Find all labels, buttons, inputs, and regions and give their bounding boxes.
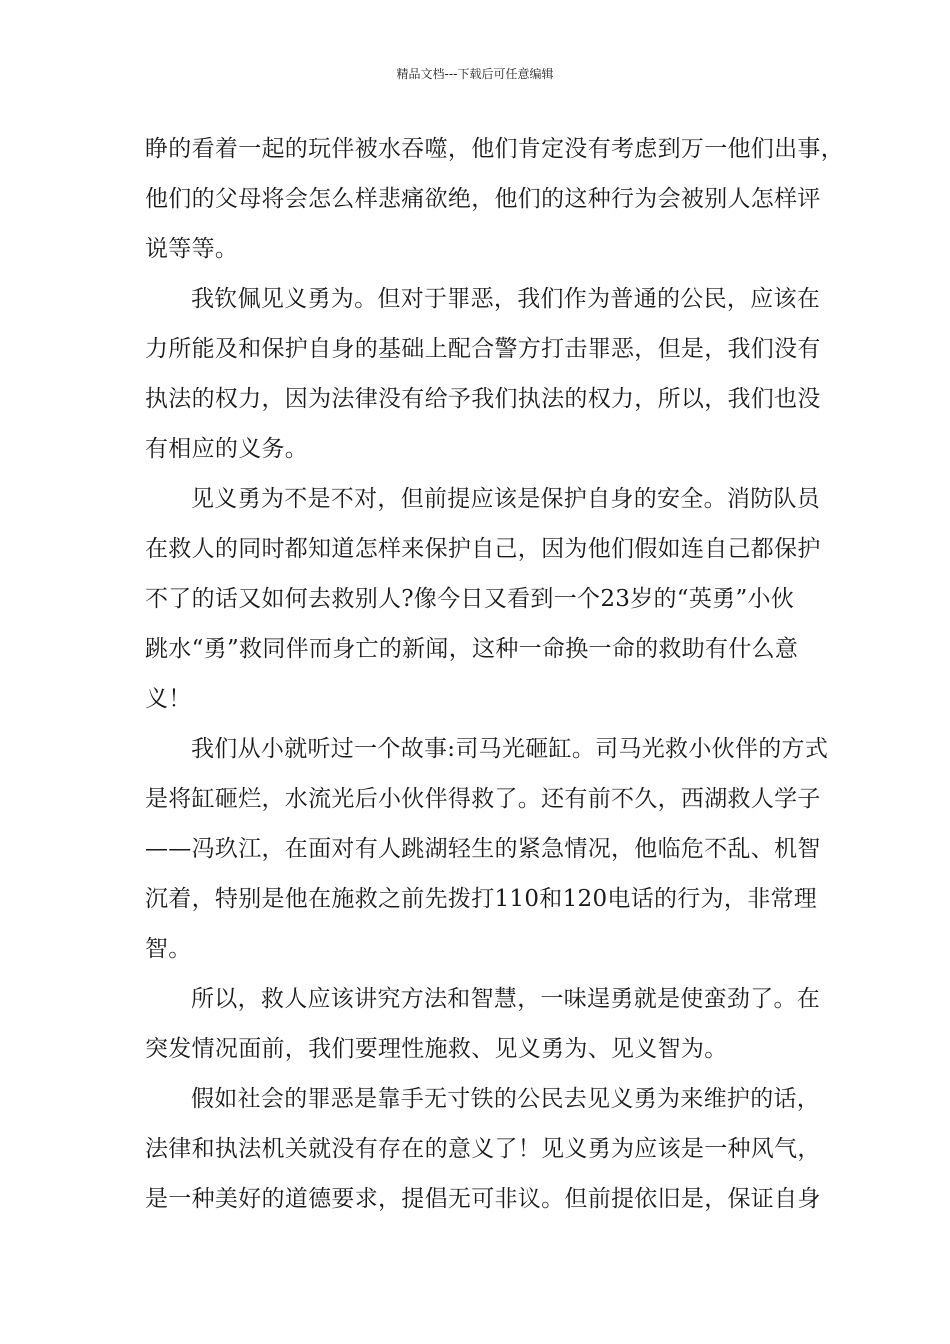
text-line: 所以，救人应该讲究方法和智慧，一味逞勇就是使蛮劲了。在 bbox=[191, 986, 821, 1012]
text-line: 在救人的同时都知道怎样来保护自己，因为他们假如连自己都保护 bbox=[145, 536, 821, 562]
text-line: 智。 bbox=[145, 936, 192, 962]
text-line: 义！ bbox=[145, 686, 192, 712]
text-line: 突发情况面前，我们要理性施救、见义勇为、见义智为。 bbox=[145, 1036, 728, 1062]
text-line: 我钦佩见义勇为。但对于罪恶，我们作为普通的公民，应该在 bbox=[191, 286, 821, 312]
paragraph bbox=[145, 980, 821, 1080]
document-body bbox=[145, 130, 844, 1230]
text-line: 是将缸砸烂，水流光后小伙伴得救了。还有前不久，西湖救人学子 bbox=[145, 786, 821, 812]
text-line: 跳水“勇”救同伴而身亡的新闻，这种一命换一命的救助有什么意 bbox=[145, 636, 799, 662]
text-line: 执法的权力，因为法律没有给予我们执法的权力，所以，我们也没 bbox=[145, 386, 821, 412]
paragraph bbox=[145, 480, 821, 730]
text-line: 假如社会的罪恶是靠手无寸铁的公民去见义勇为来维护的话， bbox=[191, 1086, 821, 1112]
text-line: 有相应的义务。 bbox=[145, 436, 309, 462]
text-line: 我们从小就听过一个故事:司马光砸缸。司马光救小伙伴的方式 bbox=[191, 736, 829, 762]
text-line: 见义勇为不是不对，但前提应该是保护自身的安全。消防队员 bbox=[191, 486, 821, 512]
text-line: 不了的话又如何去救别人?像今日又看到一个23岁的“英勇”小伙 bbox=[145, 586, 795, 612]
text-line: 他们的父母将会怎么样悲痛欲绝，他们的这种行为会被别人怎样评 bbox=[145, 186, 821, 212]
text-line: 是一种美好的道德要求，提倡无可非议。但前提依旧是，保证自身 bbox=[145, 1186, 821, 1212]
text-line: 睁的看着一起的玩伴被水吞噬，他们肯定没有考虑到万一他们出事， bbox=[145, 136, 844, 162]
text-line: 力所能及和保护自身的基础上配合警方打击罪恶，但是，我们没有 bbox=[145, 336, 821, 362]
text-line: 说等等。 bbox=[145, 236, 239, 262]
text-line: ——冯玖江，在面对有人跳湖轻生的紧急情况，他临危不乱、机智 bbox=[145, 836, 821, 862]
paragraph bbox=[145, 730, 829, 980]
paragraph bbox=[145, 1080, 821, 1230]
page-header: 精品文档---下载后可任意编辑 bbox=[396, 67, 554, 81]
text-line: 沉着，特别是他在施救之前先拨打110和120电话的行为，非常理 bbox=[145, 886, 818, 912]
paragraph bbox=[145, 280, 821, 480]
paragraph bbox=[145, 130, 844, 280]
text-line: 法律和执法机关就没有存在的意义了！见义勇为应该是一种风气， bbox=[145, 1136, 821, 1162]
